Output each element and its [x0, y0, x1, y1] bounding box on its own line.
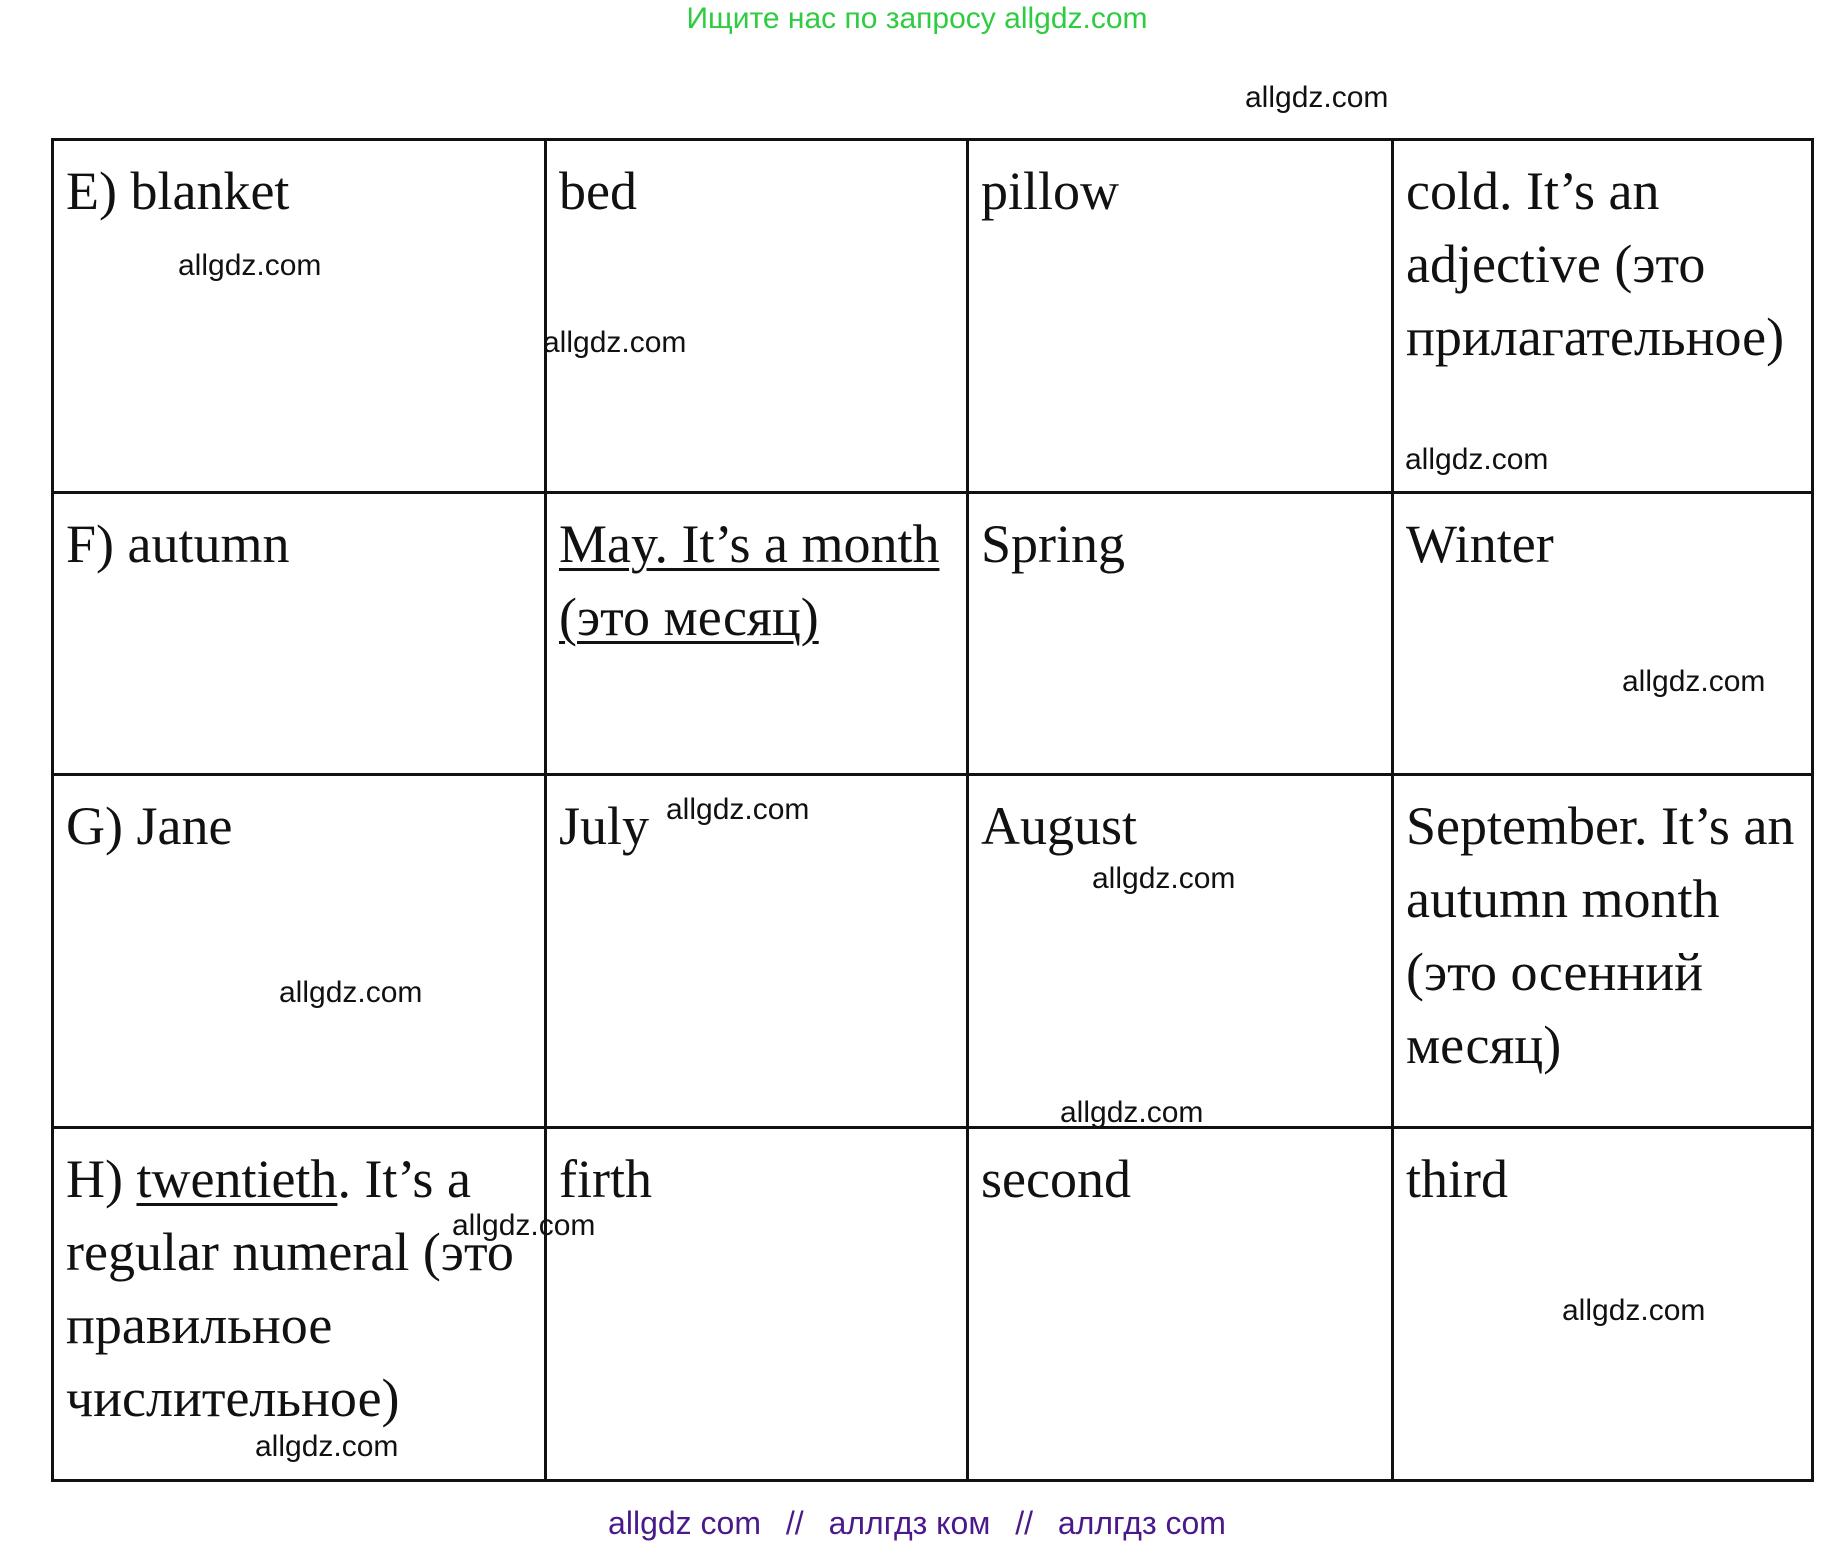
- header-banner: Ищите нас по запросу allgdz.com: [686, 2, 1148, 35]
- table-cell: August: [968, 775, 1393, 1128]
- watermark: allgdz.com: [255, 1430, 399, 1463]
- table-row: [53, 493, 1813, 775]
- table-cell: pillow: [968, 140, 1393, 493]
- table-row: [53, 140, 1813, 493]
- watermark: allgdz.com: [666, 793, 810, 826]
- watermark: allgdz.com: [1562, 1294, 1706, 1327]
- cell-prefix: H): [66, 1149, 137, 1209]
- watermark: allgdz.com: [1245, 81, 1389, 114]
- footer-part: allgdz com: [608, 1505, 761, 1541]
- table-cell: second: [968, 1128, 1393, 1481]
- watermark: allgdz.com: [452, 1209, 596, 1242]
- watermark: allgdz.com: [178, 249, 322, 282]
- table-cell: July: [546, 775, 968, 1128]
- table-cell: bed: [546, 140, 968, 493]
- table-cell: [546, 493, 968, 775]
- table-cell: cold. It’s an adjective (это прилагательное): [1393, 140, 1813, 493]
- table-cell: Spring: [968, 493, 1393, 775]
- table-row: [53, 1128, 1813, 1481]
- watermark: allgdz.com: [543, 326, 687, 359]
- table-cell: third: [1393, 1128, 1813, 1481]
- table-cell: September. It’s an autumn month (это осенний месяц): [1393, 775, 1813, 1128]
- table-row: [53, 775, 1813, 1128]
- answer-table: [51, 138, 1814, 1482]
- footer-separator: //: [785, 1505, 804, 1541]
- watermark: allgdz.com: [1405, 443, 1549, 476]
- underlined-answer: May. It’s a month (это месяц): [559, 514, 940, 647]
- table-cell: [53, 1128, 546, 1481]
- watermark: allgdz.com: [279, 976, 423, 1009]
- footer-part: аллгдз com: [1057, 1505, 1226, 1541]
- watermark: allgdz.com: [1622, 665, 1766, 698]
- underlined-answer: twentieth: [136, 1149, 338, 1209]
- cell-rest: . It’s a regular numeral (это правильное числительное): [66, 1149, 514, 1428]
- watermark: allgdz.com: [1092, 862, 1236, 895]
- table-cell: E) blanket: [53, 140, 546, 493]
- footer-part: аллгдз ком: [828, 1505, 991, 1541]
- table-cell: Winter: [1393, 493, 1813, 775]
- table-cell: F) autumn: [53, 493, 546, 775]
- table-cell: G) Jane: [53, 775, 546, 1128]
- table-cell: firth: [546, 1128, 968, 1481]
- footer-separator: //: [1015, 1505, 1033, 1541]
- footer-banner: [0, 1505, 1834, 1542]
- watermark: allgdz.com: [1060, 1096, 1204, 1129]
